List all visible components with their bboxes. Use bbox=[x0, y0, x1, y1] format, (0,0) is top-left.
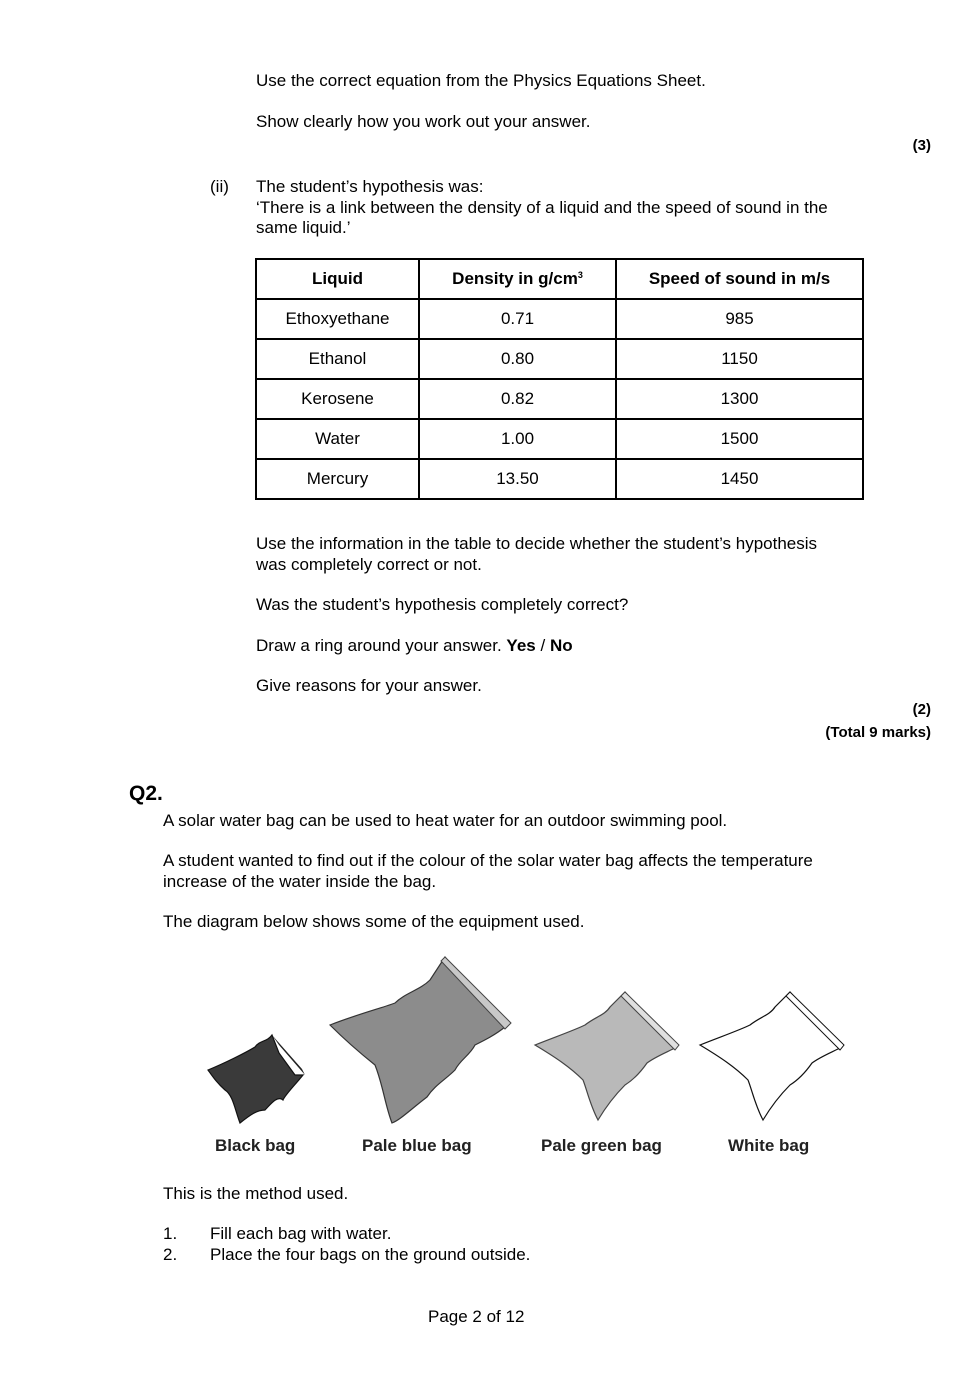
table-row bbox=[256, 419, 863, 459]
q2-diagram-intro: The diagram below shows some of the equipment used. bbox=[163, 912, 585, 931]
cell-liquid: Ethoxyethane bbox=[256, 299, 419, 339]
header-density bbox=[419, 259, 616, 299]
bag-label-black: Black bag bbox=[215, 1136, 296, 1155]
method-intro: This is the method used. bbox=[163, 1184, 349, 1203]
cell-density: 0.82 bbox=[419, 379, 616, 419]
hypothesis-question: Was the student’s hypothesis completely correct? bbox=[256, 595, 629, 614]
cell-liquid: Water bbox=[256, 419, 419, 459]
table-row bbox=[256, 379, 863, 419]
cell-density: 13.50 bbox=[419, 459, 616, 499]
bag-label-pale-green: Pale green bag bbox=[541, 1136, 662, 1155]
method-step-number: 2. bbox=[163, 1245, 178, 1264]
density-unit-superscript: 3 bbox=[577, 270, 583, 280]
cell-liquid: Ethanol bbox=[256, 339, 419, 379]
instruction-working: Show clearly how you work out your answer. bbox=[256, 112, 591, 131]
part-label-ii: (ii) bbox=[210, 177, 229, 196]
cell-density: 0.71 bbox=[419, 299, 616, 339]
page-number: Page 2 of 12 bbox=[428, 1307, 525, 1326]
liquid-data-table bbox=[255, 258, 864, 500]
q2-aim-line-1: A student wanted to find out if the colour of the solar water bag affects the temperature bbox=[163, 851, 813, 870]
pale-green-bag-image bbox=[535, 992, 679, 1120]
header-density-text: Density in g/cm bbox=[452, 269, 578, 288]
method-step-text: Place the four bags on the ground outside. bbox=[210, 1245, 531, 1264]
ring-prompt: Draw a ring around your answer. bbox=[256, 636, 502, 655]
solar-bags-diagram bbox=[195, 945, 855, 1130]
table-row bbox=[256, 459, 863, 499]
answer-option-yes[interactable]: Yes bbox=[506, 636, 536, 655]
ring-prompt-line bbox=[256, 635, 573, 656]
method-step-number: 1. bbox=[163, 1224, 178, 1243]
white-bag-image bbox=[700, 992, 844, 1120]
cell-density: 1.00 bbox=[419, 419, 616, 459]
cell-speed: 1300 bbox=[616, 379, 863, 419]
answer-option-no[interactable]: No bbox=[549, 636, 573, 655]
hypothesis-line-2: same liquid.’ bbox=[256, 218, 351, 237]
question-number-q2: Q2. bbox=[129, 782, 163, 805]
table-row bbox=[256, 339, 863, 379]
black-bag-image bbox=[208, 1035, 305, 1123]
header-liquid: Liquid bbox=[256, 259, 419, 299]
reasons-prompt: Give reasons for your answer. bbox=[256, 676, 482, 695]
option-separator: / bbox=[540, 636, 546, 655]
hypothesis-line-1: ‘There is a link between the density of a liquid and the speed of sound in the bbox=[256, 198, 828, 217]
pale-blue-bag-image bbox=[330, 957, 511, 1123]
marks-part-i: (3) bbox=[912, 137, 931, 154]
cell-liquid: Kerosene bbox=[256, 379, 419, 419]
use-info-line-2: was completely correct or not. bbox=[256, 555, 482, 574]
bag-label-pale-blue: Pale blue bag bbox=[362, 1136, 472, 1155]
q2-intro: A solar water bag can be used to heat water for an outdoor swimming pool. bbox=[163, 811, 728, 830]
q2-aim-line-2: increase of the water inside the bag. bbox=[163, 872, 437, 891]
table-row bbox=[256, 299, 863, 339]
hypothesis-intro: The student’s hypothesis was: bbox=[256, 177, 484, 196]
cell-speed: 985 bbox=[616, 299, 863, 339]
header-speed: Speed of sound in m/s bbox=[616, 259, 863, 299]
cell-liquid: Mercury bbox=[256, 459, 419, 499]
method-step-text: Fill each bag with water. bbox=[210, 1224, 392, 1243]
cell-density: 0.80 bbox=[419, 339, 616, 379]
marks-part-ii: (2) bbox=[912, 701, 931, 718]
bag-label-white: White bag bbox=[728, 1136, 810, 1155]
total-marks: (Total 9 marks) bbox=[825, 724, 931, 741]
cell-speed: 1450 bbox=[616, 459, 863, 499]
use-info-line-1: Use the information in the table to decide whether the student’s hypothesis bbox=[256, 534, 818, 553]
cell-speed: 1150 bbox=[616, 339, 863, 379]
table-header-row bbox=[256, 259, 863, 299]
cell-speed: 1500 bbox=[616, 419, 863, 459]
instruction-equation: Use the correct equation from the Physics Equations Sheet. bbox=[256, 71, 706, 90]
